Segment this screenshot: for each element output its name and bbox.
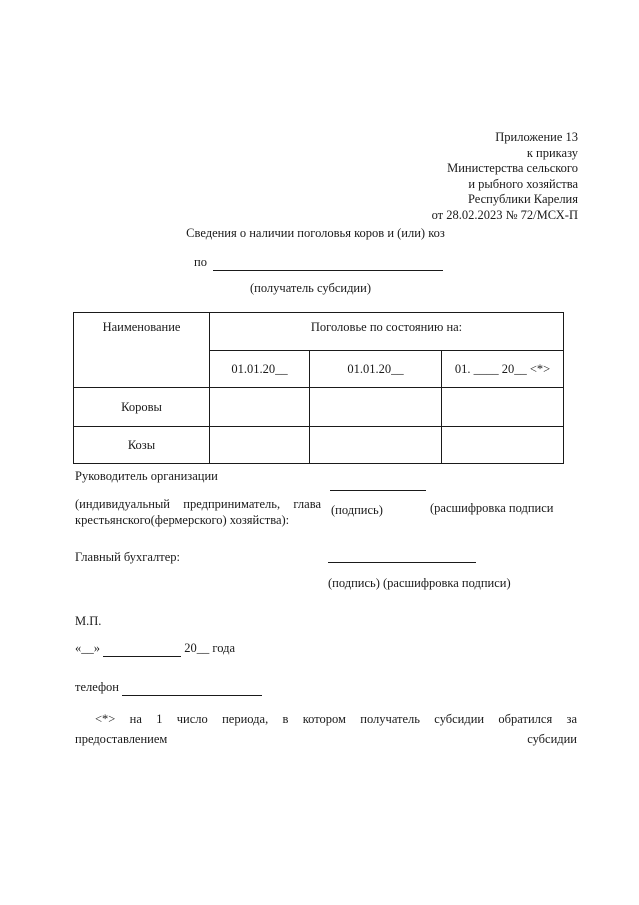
table-header-row <box>74 313 564 351</box>
accountant-signature-line[interactable] <box>328 562 476 563</box>
goats-cell-3[interactable] <box>442 427 564 464</box>
column-header-name <box>74 313 210 388</box>
footnote-line1: <*> на 1 число периода, в котором получатель субсидии обратился за <box>95 712 577 726</box>
date-cell-3 <box>442 351 564 388</box>
column-header-livestock <box>210 313 564 351</box>
row-label-goats <box>74 427 210 464</box>
phone-blank[interactable] <box>122 680 262 696</box>
table-row <box>74 388 564 427</box>
footnote-line2 <box>75 732 577 747</box>
table-row <box>74 427 564 464</box>
accountant-caption: (подпись) (расшифровка подписи) <box>328 576 511 590</box>
header-line: Министерства сельского <box>447 161 578 175</box>
recipient-prefix: по <box>194 255 207 269</box>
date-label: 01.01.20__ <box>231 361 288 376</box>
date-cell-2 <box>310 351 442 388</box>
footnote-line2-right: субсидии <box>527 732 577 746</box>
goats-cell-1[interactable] <box>210 427 310 464</box>
date-label: 01. ____ 20__ <*> <box>454 361 551 376</box>
livestock-table <box>73 312 564 464</box>
row-label: Козы <box>127 437 156 452</box>
accountant-label: Главный бухгалтер: <box>75 550 181 564</box>
head-label: Руководитель организации <box>75 469 218 483</box>
header-line: к приказу <box>526 145 578 160</box>
header-line: Республики Карелия <box>467 192 578 206</box>
appendix-header <box>432 130 578 223</box>
date-line <box>75 641 235 657</box>
date-label: 01.01.20__ <box>347 361 404 376</box>
cows-cell-3[interactable] <box>442 388 564 427</box>
recipient-blank[interactable] <box>213 255 443 271</box>
recipient-caption: (получатель субсидии) <box>250 281 371 295</box>
date-cell-1 <box>210 351 310 388</box>
document-title-wrap <box>0 226 639 241</box>
header-line: и рыбного хозяйства <box>468 176 578 191</box>
header-line: Приложение 13 <box>495 130 578 144</box>
signature-caption: (подпись) <box>331 503 383 517</box>
date-year: 20__ года <box>184 641 235 655</box>
column-header-livestock-label: Поголовье по состоянию на: <box>310 320 463 334</box>
cows-cell-2[interactable] <box>310 388 442 427</box>
head-signature-line[interactable] <box>330 490 426 491</box>
row-label-cows <box>74 388 210 427</box>
recipient-line <box>194 255 443 271</box>
date-month-blank[interactable] <box>103 641 181 657</box>
row-label: Коровы <box>121 399 162 414</box>
goats-cell-2[interactable] <box>310 427 442 464</box>
header-line: от 28.02.2023 № 72/МСХ-П <box>431 207 578 222</box>
head-note-line2: крестьянского(фермерского) хозяйства): <box>75 513 290 527</box>
decoding-caption: (расшифровка подписи <box>430 501 554 515</box>
stamp-label: М.П. <box>75 614 102 628</box>
column-header-name-label: Наименование <box>102 320 181 334</box>
head-note-line1: (индивидуальный предприниматель, глава <box>75 497 321 511</box>
phone-line <box>75 680 262 696</box>
phone-label: телефон <box>75 680 119 694</box>
cows-cell-1[interactable] <box>210 388 310 427</box>
document-title: Сведения о наличии поголовья коров и (или) коз <box>186 226 445 240</box>
footnote-line2-left: предоставлением <box>75 732 168 746</box>
date-day: «__» <box>75 641 100 655</box>
